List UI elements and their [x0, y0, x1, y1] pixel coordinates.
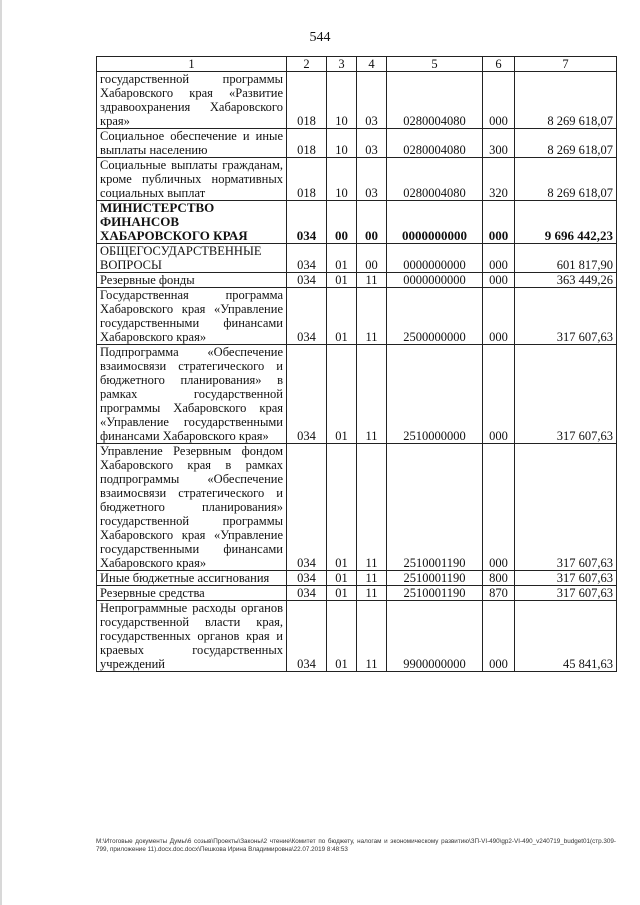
table-row — [97, 129, 617, 158]
row-expense-type: 870 — [483, 586, 515, 601]
row-name: Управление Резервным фондом Хабаровского края в рамках подпрограммы «Обеспечение взаимосвязи стратегического и бюджетного планирования» государственной программы Хабаровского края «Управление государственными финансами Хабаровского края» — [97, 444, 287, 571]
row-section: 00 — [327, 201, 357, 244]
row-name: Резервные фонды — [97, 273, 287, 288]
row-ministry-code: 034 — [287, 601, 327, 672]
header-col-2: 2 — [287, 57, 327, 72]
row-name: Социальное обеспечение и иные выплаты населению — [97, 129, 287, 158]
row-section: 01 — [327, 244, 357, 273]
row-subsection: 03 — [357, 72, 387, 129]
row-expense-type: 000 — [483, 444, 515, 571]
row-target-article: 0000000000 — [387, 201, 483, 244]
table-row — [97, 601, 617, 672]
row-section: 01 — [327, 601, 357, 672]
row-amount: 363 449,26 — [515, 273, 617, 288]
header-col-7: 7 — [515, 57, 617, 72]
row-amount: 317 607,63 — [515, 345, 617, 444]
row-section: 01 — [327, 444, 357, 571]
row-expense-type: 000 — [483, 273, 515, 288]
row-section: 01 — [327, 288, 357, 345]
row-ministry-code: 034 — [287, 201, 327, 244]
document-footer-path: М:\Итоговые документы Думы\6 созыв\Проекты\Законы\2 чтение\Комитет по бюджету, налогам и экономическому развитию\ЗП-VI-490\gp2-VI-490_v240719_budget01(стр.309-799, приложение 11).docx.doc.docx\Пешкова Ирина Владимировна\22.07.2019 8:48:53 — [96, 838, 616, 853]
row-subsection: 11 — [357, 571, 387, 586]
row-ministry-code: 034 — [287, 288, 327, 345]
row-name: ОБЩЕГОСУДАРСТВЕННЫЕ ВОПРОСЫ — [97, 244, 287, 273]
row-ministry-code: 034 — [287, 244, 327, 273]
row-subsection: 11 — [357, 345, 387, 444]
row-section: 01 — [327, 586, 357, 601]
row-section: 01 — [327, 345, 357, 444]
row-ministry-code: 034 — [287, 586, 327, 601]
row-name: Государственная программа Хабаровского края «Управление государственными финансами Хабаровского края» — [97, 288, 287, 345]
row-name: МИНИСТЕРСТВО ФИНАНСОВ ХАБАРОВСКОГО КРАЯ — [97, 201, 287, 244]
row-name: Иные бюджетные ассигнования — [97, 571, 287, 586]
row-amount: 45 841,63 — [515, 601, 617, 672]
row-subsection: 11 — [357, 444, 387, 571]
row-name: Резервные средства — [97, 586, 287, 601]
row-section: 10 — [327, 72, 357, 129]
row-section: 10 — [327, 158, 357, 201]
row-target-article: 2510001190 — [387, 586, 483, 601]
header-col-1: 1 — [97, 57, 287, 72]
row-subsection: 00 — [357, 244, 387, 273]
table-row — [97, 244, 617, 273]
row-expense-type: 000 — [483, 288, 515, 345]
row-amount: 8 269 618,07 — [515, 72, 617, 129]
row-subsection: 11 — [357, 273, 387, 288]
row-name: Подпрограмма «Обеспечение взаимосвязи стратегического и бюджетного планирования» в рамках государственной программы Хабаровского края «Управление государственными финансами Хабаровского края» — [97, 345, 287, 444]
row-target-article: 2500000000 — [387, 288, 483, 345]
row-expense-type: 000 — [483, 601, 515, 672]
row-section: 01 — [327, 571, 357, 586]
table-row — [97, 273, 617, 288]
row-name: Социальные выплаты гражданам, кроме публичных нормативных социальных выплат — [97, 158, 287, 201]
row-ministry-code: 034 — [287, 273, 327, 288]
row-amount: 8 269 618,07 — [515, 129, 617, 158]
row-amount: 317 607,63 — [515, 571, 617, 586]
row-amount: 317 607,63 — [515, 444, 617, 571]
table-row — [97, 158, 617, 201]
row-amount: 601 817,90 — [515, 244, 617, 273]
table-row — [97, 72, 617, 129]
budget-table — [96, 56, 617, 672]
header-col-6: 6 — [483, 57, 515, 72]
row-name: государственной программы Хабаровского края «Развитие здравоохранения Хабаровского края» — [97, 72, 287, 129]
table-row — [97, 444, 617, 571]
table-header-row — [97, 57, 617, 72]
table-row-ministry — [97, 201, 617, 244]
row-ministry-code: 034 — [287, 345, 327, 444]
row-amount: 317 607,63 — [515, 288, 617, 345]
row-subsection: 11 — [357, 288, 387, 345]
row-amount: 9 696 442,23 — [515, 201, 617, 244]
row-ministry-code: 034 — [287, 571, 327, 586]
row-section: 10 — [327, 129, 357, 158]
table-row — [97, 571, 617, 586]
row-expense-type: 000 — [483, 201, 515, 244]
table-row — [97, 288, 617, 345]
row-expense-type: 800 — [483, 571, 515, 586]
row-subsection: 11 — [357, 601, 387, 672]
row-section: 01 — [327, 273, 357, 288]
row-ministry-code: 034 — [287, 444, 327, 571]
row-target-article: 0280004080 — [387, 158, 483, 201]
header-col-5: 5 — [387, 57, 483, 72]
row-target-article: 0280004080 — [387, 129, 483, 158]
table-row — [97, 586, 617, 601]
row-target-article: 2510001190 — [387, 571, 483, 586]
scan-edge — [0, 0, 2, 905]
row-subsection: 03 — [357, 158, 387, 201]
row-amount: 8 269 618,07 — [515, 158, 617, 201]
row-ministry-code: 018 — [287, 158, 327, 201]
header-col-4: 4 — [357, 57, 387, 72]
row-expense-type: 300 — [483, 129, 515, 158]
table-row — [97, 345, 617, 444]
row-name: Непрограммные расходы органов государственной власти края, государственных органов края и краевых государственных учреждений — [97, 601, 287, 672]
row-expense-type: 320 — [483, 158, 515, 201]
row-target-article: 2510001190 — [387, 444, 483, 571]
header-col-3: 3 — [327, 57, 357, 72]
page-number: 544 — [309, 30, 331, 45]
row-ministry-code: 018 — [287, 72, 327, 129]
row-target-article: 0280004080 — [387, 72, 483, 129]
row-amount: 317 607,63 — [515, 586, 617, 601]
row-target-article: 2510000000 — [387, 345, 483, 444]
row-target-article: 0000000000 — [387, 244, 483, 273]
row-target-article: 9900000000 — [387, 601, 483, 672]
row-target-article: 0000000000 — [387, 273, 483, 288]
row-subsection: 11 — [357, 586, 387, 601]
row-subsection: 03 — [357, 129, 387, 158]
row-ministry-code: 018 — [287, 129, 327, 158]
row-expense-type: 000 — [483, 72, 515, 129]
row-expense-type: 000 — [483, 345, 515, 444]
row-expense-type: 000 — [483, 244, 515, 273]
row-subsection: 00 — [357, 201, 387, 244]
